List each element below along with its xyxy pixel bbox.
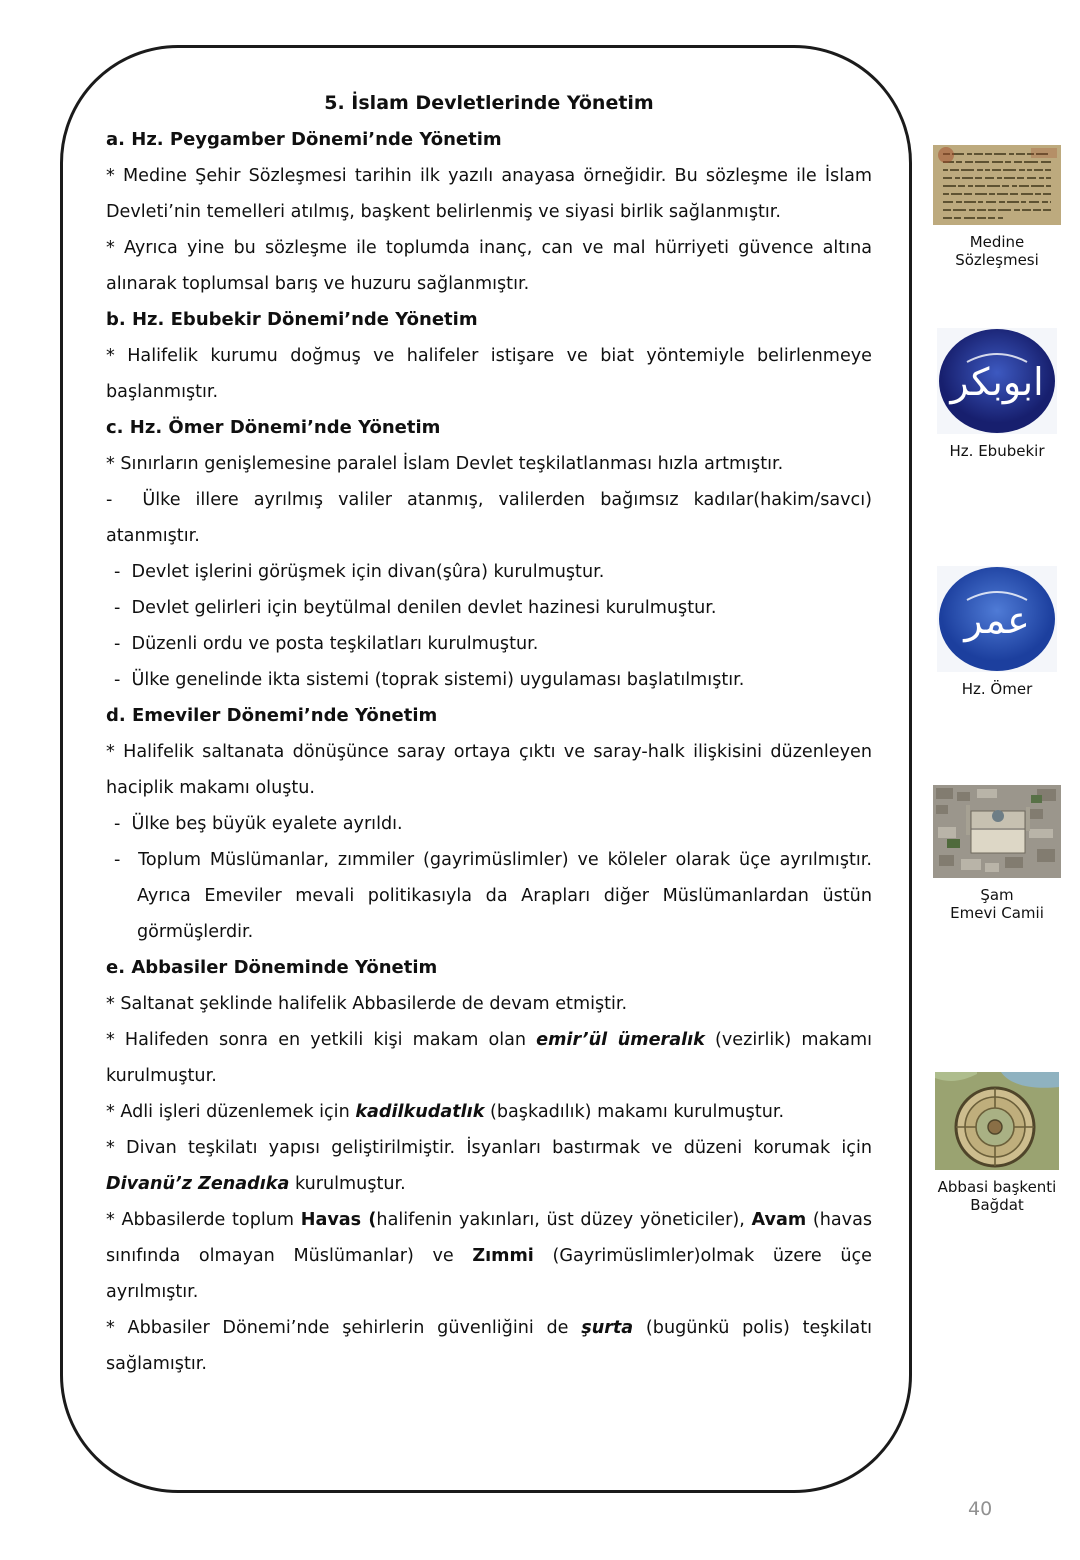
paragraph xyxy=(106,986,872,1022)
figure-caption xyxy=(938,1178,1057,1214)
text-segment: Havas ( xyxy=(300,1210,377,1230)
text-segment: Adli işleri düzenlemek için xyxy=(120,1102,356,1122)
hz-omer-image xyxy=(937,566,1057,672)
text-segment: Halifeden sonra en yetkili kişi makam olan xyxy=(124,1030,537,1050)
paragraph xyxy=(106,1310,872,1382)
figure-caption-line: Hz. Ömer xyxy=(961,680,1033,698)
text-segment: Divan teşkilatı yapısı geliştirilmiştir. İsyanları bastırmak ve düzeni korumak için xyxy=(126,1138,872,1158)
text-segment: Halifelik saltanata dönüşünce saray ortaya çıktı ve saray-halk ilişkisini düzenleyen haciplik makamı oluştu. xyxy=(106,742,873,798)
paragraph xyxy=(106,662,872,698)
text-segment: Ülke beş büyük eyalete ayrıldı. xyxy=(131,814,403,834)
figure-hz-omer xyxy=(922,566,1072,698)
figure-caption xyxy=(950,886,1044,922)
paragraph xyxy=(106,626,872,662)
text-segment: (bugünkü polis) teşkilatı sağlamıştır. xyxy=(106,1318,872,1374)
paragraph xyxy=(106,554,872,590)
page-number: 40 xyxy=(968,1498,993,1520)
paragraph xyxy=(106,482,872,554)
text-segment: Ülke illere ayrılmış valiler atanmış, valilerden bağımsız kadılar(hakim/savcı) atanmıştır. xyxy=(106,490,872,546)
paragraph xyxy=(106,590,872,626)
figure-caption xyxy=(950,442,1045,460)
figure-caption-line: Medine xyxy=(969,233,1025,251)
list-marker: * xyxy=(106,742,124,762)
figure-caption-line: Hz. Ebubekir xyxy=(949,442,1045,460)
section-heading-d: d. Emeviler Dönemi’nde Yönetim xyxy=(106,705,438,726)
figure-sidebar xyxy=(922,0,1072,1560)
list-marker: - xyxy=(114,634,132,654)
text-segment: (havas sınıfında olmayan Müslümanlar) ve xyxy=(106,1210,873,1266)
svg-text:ابوبكر: ابوبكر xyxy=(950,360,1044,404)
medine-sozlesmesi-image xyxy=(933,145,1061,225)
figure-caption-line: Abbasi başkenti xyxy=(937,1178,1057,1196)
page-title: 5. İslam Devletlerinde Yönetim xyxy=(324,92,654,114)
section-heading-a: a. Hz. Peygamber Dönemi’nde Yönetim xyxy=(106,129,502,150)
text-segment: (vezirlik) makamı kurulmuştur. xyxy=(106,1030,872,1086)
figure-medine-sozlesmesi xyxy=(922,145,1072,269)
figure-caption-line: Şam xyxy=(980,886,1014,904)
list-marker: - xyxy=(114,850,139,870)
paragraph xyxy=(106,1130,872,1202)
section-heading-b: b. Hz. Ebubekir Dönemi’nde Yönetim xyxy=(106,309,478,330)
paragraph xyxy=(106,734,872,806)
text-segment: Düzenli ordu ve posta teşkilatları kurulmuştur. xyxy=(131,634,539,654)
text-segment: (Gayrimüslimler)olmak üzere üçe ayrılmıştır. xyxy=(106,1246,873,1302)
figure-caption xyxy=(955,233,1039,269)
text-segment: Saltanat şeklinde halifelik Abbasilerde de devam etmiştir. xyxy=(120,994,628,1014)
section-heading-e: e. Abbasiler Döneminde Yönetim xyxy=(106,957,438,978)
text-segment: kadilkudatlık xyxy=(355,1102,485,1122)
text-segment: kurulmuştur. xyxy=(289,1174,406,1194)
section-heading-c: c. Hz. Ömer Dönemi’nde Yönetim xyxy=(106,417,441,438)
sam-emevi-camii-image xyxy=(933,785,1061,878)
list-marker: - xyxy=(114,562,132,582)
list-marker: - xyxy=(114,670,132,690)
figure-abbasi-baskenti-bagdat xyxy=(922,1072,1072,1214)
list-marker: * xyxy=(106,1102,121,1122)
main-text-column xyxy=(106,84,872,1382)
list-marker: * xyxy=(106,1138,127,1158)
paragraph xyxy=(106,446,872,482)
list-marker: * xyxy=(106,238,124,258)
figure-caption-line: Emevi Camii xyxy=(950,904,1044,922)
text-segment: şurta xyxy=(581,1318,634,1338)
text-segment: Devlet gelirleri için beytülmal denilen devlet hazinesi kurulmuştur. xyxy=(131,598,717,618)
text-segment: Abbasiler Dönemi’nde şehirlerin güvenliğini de xyxy=(127,1318,582,1338)
figure-sam-emevi-camii xyxy=(922,785,1072,922)
list-marker: * xyxy=(106,166,123,186)
figure-caption-line: Bağdat xyxy=(970,1196,1024,1214)
list-marker: * xyxy=(106,1210,122,1230)
text-segment: Ayrıca yine bu sözleşme ile toplumda inanç, can ve mal hürriyeti güvence altına alınarak toplumsal barış ve huzuru sağlanmıştır. xyxy=(106,238,872,294)
text-segment: Toplum Müslümanlar, zımmiler (gayrimüslimler) ve köleler olarak üçe ayrılmıştır. Ayrıca Emeviler mevali politikasıyla da Arapları diğer Müslümanlardan üstün görmüşlerdir. xyxy=(137,850,872,942)
text-segment: Avam xyxy=(751,1210,807,1230)
list-marker: * xyxy=(106,1318,128,1338)
figure-caption-line: Sözleşmesi xyxy=(955,251,1039,269)
list-marker: * xyxy=(106,1030,125,1050)
sections-container xyxy=(106,122,872,1382)
paragraph xyxy=(106,158,872,230)
text-segment: (başkadılık) makamı kurulmuştur. xyxy=(484,1102,785,1122)
text-segment: Halifelik kurumu doğmuş ve halifeler istişare ve biat yöntemiyle belirlenmeye başlanmıştır. xyxy=(106,346,873,402)
svg-text:عمر: عمر xyxy=(964,598,1030,642)
paragraph xyxy=(106,842,872,950)
text-segment: emir’ül ümeralık xyxy=(536,1030,705,1050)
paragraph xyxy=(106,806,872,842)
list-marker: - xyxy=(114,598,132,618)
paragraph xyxy=(106,1022,872,1094)
text-segment: Sınırların genişlemesine paralel İslam Devlet teşkilatlanması hızla artmıştır. xyxy=(120,454,784,474)
list-marker: * xyxy=(106,994,121,1014)
figure-caption xyxy=(962,680,1033,698)
list-marker: - xyxy=(106,490,143,510)
text-segment: Zımmi xyxy=(472,1246,534,1266)
paragraph xyxy=(106,1202,872,1310)
text-segment: Ülke genelinde ikta sistemi (toprak sistemi) uygulaması başlatılmıştır. xyxy=(131,670,745,690)
list-marker: * xyxy=(106,454,121,474)
figure-hz-ebubekir xyxy=(922,328,1072,460)
paragraph xyxy=(106,1094,872,1130)
text-segment: Devlet işlerini görüşmek için divan(şûra) kurulmuştur. xyxy=(131,562,605,582)
text-segment: Medine Şehir Sözleşmesi tarihin ilk yazılı anayasa örneğidir. Bu sözleşme ile İslam Devleti’nin temelleri atılmış, başkent belirlenmiş ve siyasi birlik sağlanmıştır. xyxy=(106,166,873,222)
paragraph xyxy=(106,230,872,302)
text-segment: Abbasilerde toplum xyxy=(121,1210,301,1230)
list-marker: - xyxy=(114,814,132,834)
abbasi-baskenti-bagdat-image xyxy=(935,1072,1059,1170)
hz-ebubekir-image xyxy=(937,328,1057,434)
list-marker: * xyxy=(106,346,128,366)
paragraph xyxy=(106,338,872,410)
text-segment: Divanü’z Zenadıka xyxy=(106,1174,290,1194)
text-segment: halifenin yakınları, üst düzey yöneticiler), xyxy=(376,1210,752,1230)
